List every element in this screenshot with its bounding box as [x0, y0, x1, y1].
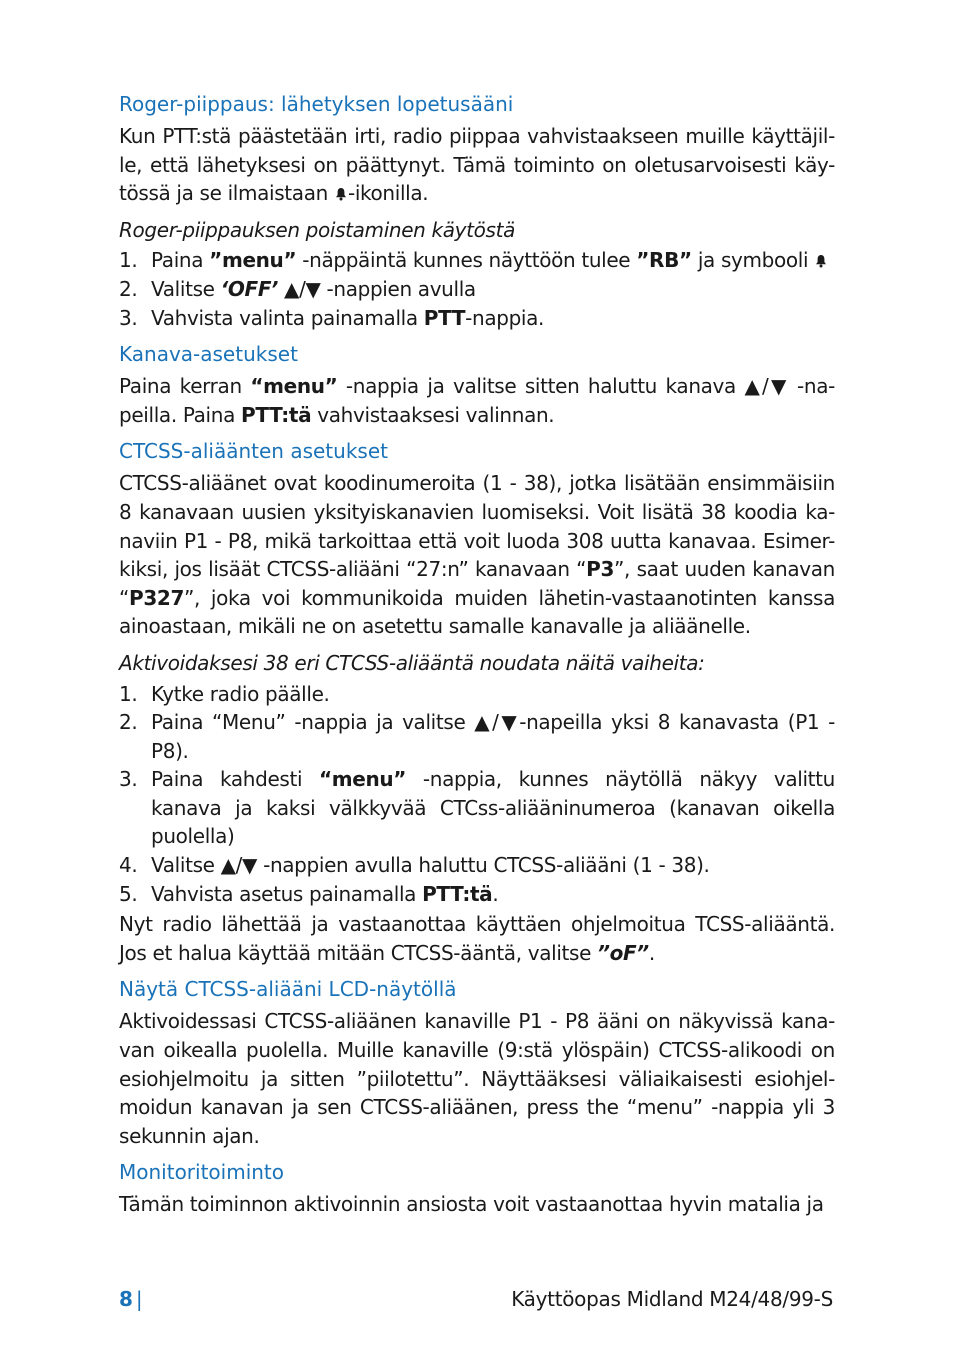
step-text: . — [492, 881, 499, 906]
step-number: 5. — [119, 881, 138, 906]
step-number: 3. — [119, 767, 138, 792]
subtitle-ctcss-activate: Aktivoidaksesi 38 eri CTCSS-aliääntä noudata näitä vaiheita: — [119, 650, 705, 675]
section-heading-lcd: Näytä CTCSS-aliääni LCD-näytöllä — [119, 977, 457, 1002]
section-heading-roger: Roger-piippaus: lähetyksen lopetusääni — [119, 92, 514, 116]
paragraph-text: -ikonilla. — [347, 181, 429, 206]
step-text: ja symbooli — [691, 248, 815, 273]
list-item — [119, 304, 835, 333]
paragraph-monitor: Tämän toiminnon aktivoinnin ansiosta voit vastaanottaa hyvin matalia ja — [119, 1192, 824, 1217]
step-text: -nappia. — [465, 305, 545, 330]
step-text: Vahvista valinta painamalla — [151, 305, 424, 330]
step-text: -nappia, kunnes näytöllä näkyy valittu kanava ja kaksi välkkyvää CTCss-aliääninumeroa (kanavan oikella puolella) — [151, 767, 835, 849]
paragraph-text: CTCSS-aliäänet ovat koodinumeroita (1 - 38), jotka lisätään ensimmäisiin 8 kanavaan uusien yksityiskanavien luomiseksi. Voit lisätä 38 koodia ka-naviin P1 - P8, mikä tarkoittaa että voit luoda 308 uutta kanavaa. Esimer-kiksi, jos lisäät CTCSS-aliääni “27:n” kanavaan “ — [119, 471, 835, 582]
page-content — [119, 90, 835, 1227]
paragraph-text: . — [648, 940, 655, 965]
step-bold-italic: ‘OFF’ — [220, 276, 279, 301]
list-item — [119, 246, 835, 275]
paragraph-text: -nappia ja valitse sitten haluttu kanava ▲/▼ -na-peilla. Paina — [119, 374, 835, 427]
list-item — [119, 880, 835, 909]
step-number: 1. — [119, 681, 138, 706]
paragraph-text: Kun PTT:stä päästetään irti, radio piippaa vahvistaakseen muille käyttäjil-le, että lähetyksesi on päättynyt. Tämä toiminto on oletusarvoisesti käy-tössä ja se ilmaistaan — [119, 124, 835, 206]
step-bold: PTT — [423, 305, 466, 330]
paragraph-text: ”, joka voi kommunikoida muiden lähetin-vastaanotinten kanssa ainoastaan, mikäli ne on asetettu samalle kanavalle ja aliäänelle. — [119, 585, 835, 639]
steps-roger — [119, 246, 835, 332]
step-number: 1. — [119, 248, 138, 273]
page-separator: | — [135, 1287, 143, 1311]
paragraph-bold: “menu” — [250, 374, 338, 399]
paragraph-lcd: Aktivoidessasi CTCSS-aliäänen kanaville P1 - P8 ääni on näkyvissä kana-van oikealla puolella. Muille kanaville (9:stä ylöspäin) CTCSS-alikoodi on esiohjelmoitu ja sitten ”piilotettu”. Näyttääksesi väliaikaisesti esiohjel-moidun kanavan ja sen CTCSS-aliäänen, press the “menu” -nappia yli 3 sekunnin ajan. — [119, 1009, 835, 1148]
step-number: 2. — [119, 276, 138, 301]
paragraph-text: Paina kerran — [119, 374, 251, 399]
page-footer — [119, 1285, 833, 1313]
steps-ctcss — [119, 680, 835, 909]
list-item — [119, 275, 835, 304]
step-text: Paina “Menu” -nappia ja valitse ▲/▼-napeilla yksi 8 kanavasta (P1 - P8). — [151, 710, 835, 763]
paragraph-ctcss — [119, 469, 835, 641]
section-heading-channel: Kanava-asetukset — [119, 342, 298, 367]
section-heading-ctcss: CTCSS-aliäänten asetukset — [119, 439, 388, 464]
page-number — [119, 1285, 143, 1313]
paragraph-channel — [119, 372, 835, 429]
step-bold: ”menu” — [209, 248, 297, 273]
step-bold: PTT:tä — [422, 881, 493, 906]
list-item — [119, 851, 835, 880]
page-number-value: 8 — [119, 1287, 133, 1311]
step-number: 3. — [119, 305, 138, 330]
step-text: Valitse ▲/▼ -nappien avulla haluttu CTCSS-aliääni (1 - 38). — [151, 853, 710, 878]
paragraph-text: Nyt radio lähettää ja vastaanottaa käyttäen ohjelmoitua TCSS-aliääntä. Jos et halua käyttää mitään CTCSS-ääntä, valitse — [119, 912, 835, 965]
list-item — [119, 680, 835, 709]
list-item — [119, 708, 835, 765]
document-title: Käyttöopas Midland M24/48/99-S — [511, 1287, 833, 1311]
paragraph-bold: P327 — [129, 585, 185, 610]
bell-icon — [815, 254, 827, 268]
step-bold: “menu” — [319, 767, 407, 792]
subtitle-roger-disable: Roger-piippauksen poistaminen käytöstä — [119, 217, 515, 242]
step-text: Valitse — [151, 276, 221, 301]
step-number: 4. — [119, 853, 138, 878]
bell-icon — [335, 187, 347, 201]
paragraph-bold: P3 — [586, 557, 615, 582]
step-number: 2. — [119, 710, 138, 735]
paragraph-ctcss-after — [119, 910, 835, 967]
step-text: Kytke radio päälle. — [151, 681, 330, 706]
paragraph-text: ”, saat uuden kanavan “ — [119, 557, 835, 610]
step-text: ▲/▼ -nappien avulla — [278, 276, 476, 301]
step-text: -näppäintä kunnes näyttöön tulee — [296, 248, 637, 273]
step-text: Paina kahdesti — [151, 767, 319, 792]
paragraph-text: vahvistaaksesi valinnan. — [311, 402, 555, 427]
step-text: Paina — [151, 248, 210, 273]
section-heading-monitor: Monitoritoiminto — [119, 1160, 285, 1185]
paragraph-roger — [119, 122, 835, 208]
step-bold: ”RB” — [636, 248, 692, 273]
list-item — [119, 765, 835, 851]
paragraph-bold: PTT:tä — [241, 402, 312, 427]
step-text: Vahvista asetus painamalla — [151, 881, 423, 906]
paragraph-bold-italic: ”oF” — [597, 940, 649, 965]
